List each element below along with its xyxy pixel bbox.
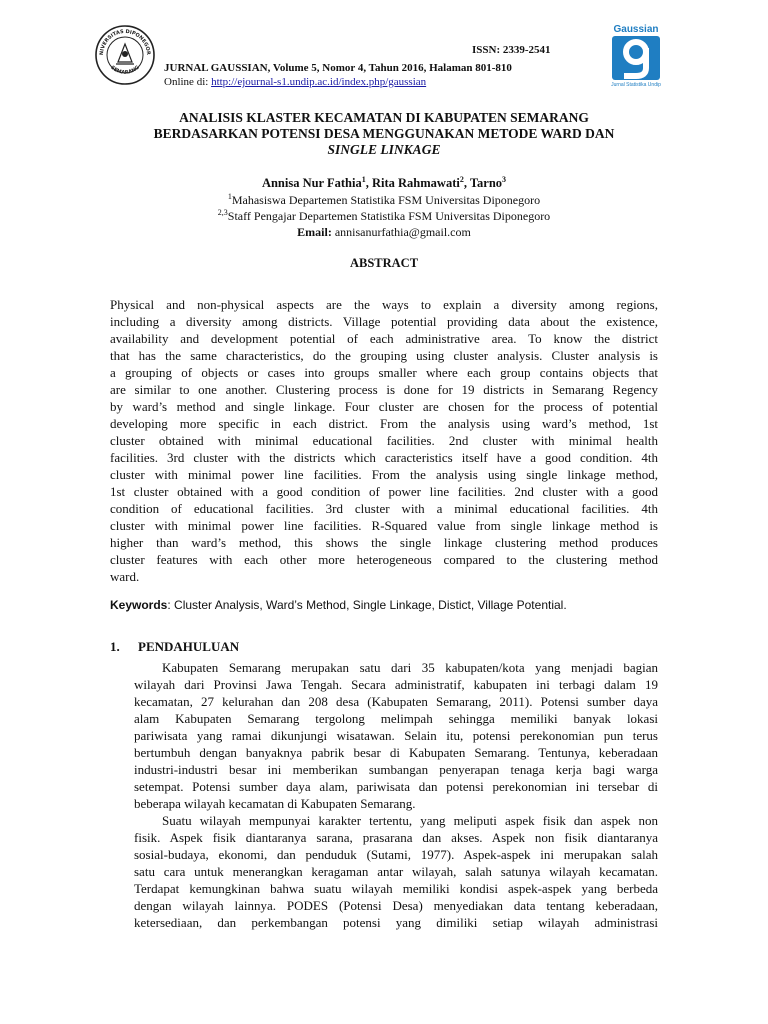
abstract-line: 1st cluster obtained with a good condition of power line facilities. 2nd cluster with a good <box>110 484 658 499</box>
abstract-line: facilities. 3rd cluster with the districts which caracteristics itself have a good condition. 4th <box>110 450 658 465</box>
abstract-line: availability and development potential of each administrative area. To know the district <box>110 331 658 346</box>
body-line: sosial-budaya, ekonomi, dan penduduk (Sutami, 1977). Aspek-aspek ini merupakan salah <box>134 847 658 862</box>
seal-text-top: NIVERSITAS DIPONEGOR <box>98 28 152 56</box>
journal-url-link[interactable]: http://ejournal-s1.undip.ac.id/index.php/gaussian <box>211 76 427 88</box>
affiliation-2-text: Staff Pengajar Departemen Statistika FSM Universitas Diponegoro <box>227 209 551 223</box>
author-2: , Rita Rahmawati <box>365 176 460 190</box>
body-line: Suatu wilayah mempunyai karakter tertentu, yang meliputi aspek fisik dan aspek non <box>162 813 658 828</box>
abstract-line: cluster with minimal power line facilities. R-Squared value from single linkage method is <box>110 518 658 533</box>
email-label: Email: <box>297 225 332 239</box>
author-3: , Tarno <box>463 176 503 190</box>
body-line: industri-industri besar ini memberikan sumbangan penyerapan tenaga kerja bagi warga <box>134 762 658 777</box>
affiliation-2-sup: 2,3 <box>217 208 228 217</box>
email-address: annisanurfathia@gmail.com <box>331 225 471 239</box>
abstract-line: including a diversity among districts. Village potential providing data about the existence, <box>110 314 658 329</box>
body-line: pariwisata yang ramai dikunjungi wisatawan. Selain itu, potensi perekonomian pun terus <box>134 728 658 743</box>
gaussian-journal-logo <box>608 24 664 90</box>
abstract-line: condition of educational facilities. 3rd cluster with a minimal educational facilities. 4th <box>110 501 658 516</box>
keywords-label: Keywords <box>110 598 168 612</box>
abstract-line: higher than ward’s method, this shows the single linkage clustering method produces <box>110 535 658 550</box>
body-line: kecamatan, 27 kelurahan dan 208 desa (Kabupaten Semarang, 2011). Potensi sumber daya <box>134 694 658 709</box>
abstract-line: are similar to one another. Clustering process is done for 19 districts in Semarang Regency <box>110 382 658 397</box>
author-1-sup: 1 <box>361 174 366 184</box>
author-list <box>100 176 668 191</box>
section-number: 1. <box>110 639 120 654</box>
journal-citation: JURNAL GAUSSIAN, Volume 5, Nomor 4, Tahun 2016, Halaman 801-810 <box>164 62 512 74</box>
seal-text-bottom: SEMARANG <box>109 64 141 76</box>
issn-label: ISSN: 2339-2541 <box>472 44 551 56</box>
author-2-sup: 2 <box>459 174 464 184</box>
body-line: beberapa wilayah kecamatan di Kabupaten Semarang. <box>134 796 416 811</box>
affiliation-1 <box>100 193 668 208</box>
body-line: wilayah dari Provinsi Jawa Tengah. Secara administratif, kabupaten ini terbagi dalam 19 <box>134 677 658 692</box>
university-seal-icon <box>94 24 156 86</box>
abstract-line: cluster features with each other more heterogeneous compared to the clustering method <box>110 552 658 567</box>
affiliation-1-text: Mahasiswa Departemen Statistika FSM Universitas Diponegoro <box>231 193 541 207</box>
body-line: dengan wilayah lainnya. PODES (Potensi Desa) menyediakan data tentang keberadaan, <box>134 898 658 913</box>
title-line-1: ANALISIS KLASTER KECAMATAN DI KABUPATEN SEMARANG <box>179 110 589 125</box>
contact-email <box>100 225 668 240</box>
abstract-line: Physical and non-physical aspects are the ways to explain a diversity among regions, <box>110 297 658 312</box>
body-line: satu cara untuk menerangkan keragaman antar wilayah, salah satunya wilayah kecamatan. <box>134 864 658 879</box>
body-line: ketersediaan, dan perkembangan potensi yang dimiliki setiap wilayah administrasi <box>134 915 658 930</box>
gaussian-sub-text: Jurnal Statistika Undip <box>611 82 661 88</box>
keywords-text: : Cluster Analysis, Ward’s Method, Single Linkage, Distict, Village Potential. <box>167 598 567 612</box>
abstract-line: ward. <box>110 569 140 584</box>
title-line-2: BERDASARKAN POTENSI DESA MENGGUNAKAN METODE WARD DAN <box>153 126 615 141</box>
online-line <box>164 76 426 88</box>
abstract-line: by ward’s method and single linkage. Four cluster are chosen for the process of potential <box>110 399 658 414</box>
abstract-line: cluster obtained with minimal educational facilities. 2nd cluster with minimal health <box>110 433 658 448</box>
abstract-heading: ABSTRACT <box>349 256 419 270</box>
keywords <box>110 598 567 612</box>
body-line: Terdapat kemungkinan bahwa suatu wilayah memiliki kondisi aspek-aspek yang berbeda <box>134 881 658 896</box>
affiliation-2 <box>100 209 668 224</box>
title-line-3: SINGLE LINKAGE <box>327 142 441 157</box>
affiliation-1-sup: 1 <box>227 192 232 201</box>
svg-text:SEMARANG <box>109 65 140 76</box>
online-prefix: Online di: <box>164 76 212 88</box>
body-line: alam Kabupaten Semarang tergolong melimpah sehingga memiliki banyak lokasi <box>134 711 658 726</box>
author-1: Annisa Nur Fathia <box>261 176 362 190</box>
university-seal-logo <box>94 24 156 86</box>
body-line: bertumbuh dengan banyaknya pabrik besar di Kabupaten Semarang. Tentunya, keberadaan <box>134 745 658 760</box>
abstract-line: that has the same characteristics, do the grouping using cluster analysis. Cluster analysis is <box>110 348 658 363</box>
body-line: fisik. Aspek fisik diantaranya sarana, prasarana dan akses. Aspek non fisik diantaranya <box>134 830 658 845</box>
abstract-line: developing more specific in each district. From the analysis using ward’s method, 1st <box>110 416 658 431</box>
gaussian-g-icon <box>608 34 664 82</box>
abstract-line: cluster with minimal power line facilities. From the analysis using single linkage method, <box>110 467 658 482</box>
abstract-line: a grouping of objects or cases into groups smaller where each group contains objects that <box>110 365 658 380</box>
section-heading <box>110 639 239 655</box>
paper-title <box>100 110 668 158</box>
author-3-sup: 3 <box>502 174 507 184</box>
section-title: PENDAHULUAN <box>138 639 240 654</box>
gaussian-brand-text: Gaussian <box>613 24 659 35</box>
body-line: Kabupaten Semarang merupakan satu dari 35 kabupaten/kota yang menjadi bagian <box>162 660 658 675</box>
body-line: setempat. Potensi sumber daya alam, pariwisata dan potensi perekonomian ini tersebar di <box>134 779 658 794</box>
